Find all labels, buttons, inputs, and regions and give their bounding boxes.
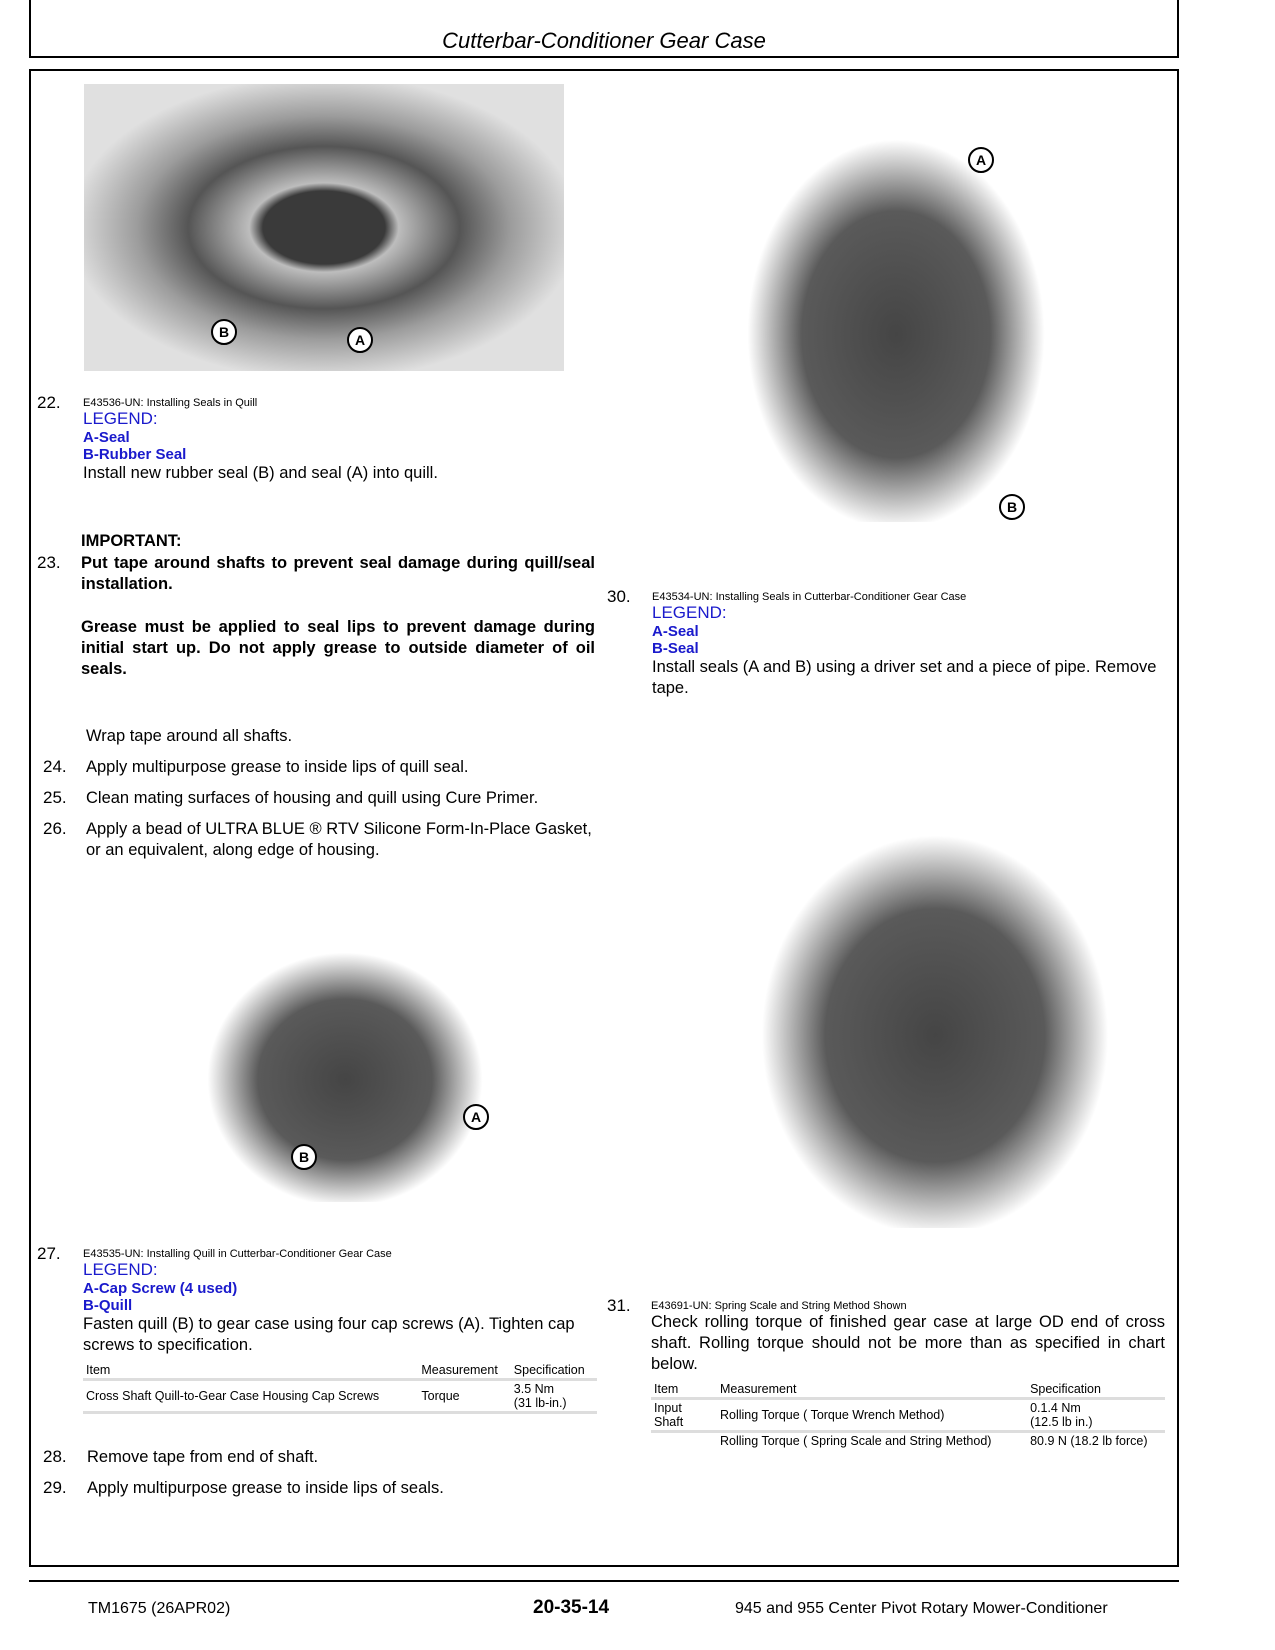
step-number: 24. bbox=[43, 757, 67, 776]
callout-b: B bbox=[211, 319, 237, 345]
step-number: 26. bbox=[43, 819, 67, 838]
cell-specification bbox=[1027, 1399, 1165, 1432]
header-specification: Specification bbox=[511, 1362, 597, 1380]
header-specification: Specification bbox=[1027, 1381, 1165, 1399]
header-item: Item bbox=[83, 1362, 418, 1380]
step-number: 22. bbox=[37, 393, 61, 412]
figure-caption: E43691-UN: Spring Scale and String Method Shown bbox=[651, 1300, 907, 1312]
figure-caption: E43535-UN: Installing Quill in Cutterbar-Conditioner Gear Case bbox=[83, 1248, 392, 1260]
legend-item: B-Quill bbox=[83, 1297, 133, 1314]
legend-item: A-Seal bbox=[83, 429, 130, 446]
spec-metric: 0.1.4 Nm bbox=[1030, 1401, 1081, 1415]
cell-specification: 80.9 N (18.2 lb force) bbox=[1030, 1434, 1148, 1448]
figure-caption: E43536-UN: Installing Seals in Quill bbox=[83, 397, 258, 409]
callout-b: B bbox=[291, 1144, 317, 1170]
legend-label: LEGEND: bbox=[83, 409, 158, 428]
step-text: Fasten quill (B) to gear case using four cap screws (A). Tighten cap screws to specification. bbox=[83, 1315, 575, 1354]
cell-item: Cross Shaft Quill-to-Gear Case Housing Cap Screws bbox=[83, 1380, 418, 1413]
footer-doc-id: TM1675 (26APR02) bbox=[88, 1600, 231, 1617]
step-text: Wrap tape around all shafts. bbox=[86, 727, 293, 745]
warning-text: Grease must be applied to seal lips to prevent damage during initial start up. Do not apply grease to outside diameter of oil seals. bbox=[81, 618, 595, 678]
warning-text: Put tape around shafts to prevent seal damage during quill/seal installation. bbox=[81, 554, 595, 593]
quill-install-photo bbox=[183, 930, 507, 1202]
legend-item: B-Rubber Seal bbox=[83, 446, 187, 463]
header-item: Item bbox=[651, 1381, 717, 1399]
legend-label: LEGEND: bbox=[652, 603, 727, 622]
step-number: 25. bbox=[43, 788, 67, 807]
spec-metric: 3.5 Nm bbox=[513, 1382, 555, 1396]
legend-label: LEGEND: bbox=[83, 1260, 158, 1279]
footer-manual-title: 945 and 955 Center Pivot Rotary Mower-Conditioner bbox=[735, 1600, 1108, 1617]
header-measurement: Measurement bbox=[418, 1362, 510, 1380]
spec-imperial: (12.5 lb in.) bbox=[1030, 1415, 1093, 1429]
cell-specification bbox=[511, 1380, 597, 1413]
callout-a: A bbox=[968, 147, 994, 173]
step-number: 27. bbox=[37, 1244, 61, 1263]
step-31 bbox=[651, 1300, 1165, 1449]
figure-caption: E43534-UN: Installing Seals in Cutterbar-Conditioner Gear Case bbox=[652, 591, 967, 603]
cell-measurement: Rolling Torque ( Spring Scale and String Method) bbox=[720, 1434, 992, 1448]
spec-table bbox=[83, 1362, 597, 1414]
callout-a: A bbox=[463, 1104, 489, 1130]
spec-imperial: (31 lb-in.) bbox=[513, 1396, 567, 1410]
step-number: 23. bbox=[37, 553, 61, 572]
cell-item bbox=[651, 1432, 717, 1450]
step-number: 31. bbox=[607, 1296, 631, 1315]
legend-item: A-Cap Screw (4 used) bbox=[83, 1280, 238, 1297]
legend-item: B-Seal bbox=[652, 640, 699, 657]
cell-item: Input Shaft bbox=[651, 1399, 717, 1432]
table-row bbox=[83, 1380, 597, 1413]
important-label: IMPORTANT: bbox=[81, 532, 182, 550]
table-row bbox=[651, 1432, 1165, 1450]
step-22 bbox=[83, 397, 593, 484]
step-text: Apply a bead of ULTRA BLUE ® RTV Silicone Form-In-Place Gasket, or an equivalent, along edge of housing. bbox=[86, 820, 592, 859]
step-text: Apply multipurpose grease to inside lips of quill seal. bbox=[86, 758, 469, 776]
step-text: Check rolling torque of finished gear case at large OD end of cross shaft. Rolling torque should not be more than as specified in chart below. bbox=[651, 1313, 1165, 1373]
callout-a: A bbox=[347, 327, 373, 353]
step-text: Install seals (A and B) using a driver set and a piece of pipe. Remove tape. bbox=[652, 658, 1157, 697]
footer-divider bbox=[29, 1580, 1179, 1582]
spring-scale-photo bbox=[731, 800, 1139, 1228]
table-row bbox=[651, 1399, 1165, 1432]
step-text: Apply multipurpose grease to inside lips of seals. bbox=[87, 1479, 444, 1497]
step-number: 29. bbox=[43, 1478, 67, 1497]
page-number: 20-35-14 bbox=[533, 1597, 610, 1618]
step-number: 28. bbox=[43, 1447, 67, 1466]
header-measurement: Measurement bbox=[717, 1381, 1027, 1399]
legend-item: A-Seal bbox=[652, 623, 699, 640]
step-text: Install new rubber seal (B) and seal (A) into quill. bbox=[83, 464, 438, 482]
callout-b: B bbox=[999, 494, 1025, 520]
quill-seal-photo bbox=[84, 84, 564, 371]
step-text: Clean mating surfaces of housing and quill using Cure Primer. bbox=[86, 789, 539, 807]
cell-measurement: Rolling Torque ( Torque Wrench Method) bbox=[717, 1399, 1027, 1432]
page-title: Cutterbar-Conditioner Gear Case bbox=[442, 28, 766, 53]
step-30 bbox=[652, 591, 1166, 699]
cell-measurement: Torque bbox=[418, 1380, 510, 1413]
step-27 bbox=[83, 1248, 597, 1414]
gear-case-photo bbox=[721, 105, 1071, 522]
spec-table bbox=[651, 1381, 1165, 1449]
step-text: Remove tape from end of shaft. bbox=[87, 1448, 319, 1466]
step-number: 30. bbox=[607, 587, 631, 606]
